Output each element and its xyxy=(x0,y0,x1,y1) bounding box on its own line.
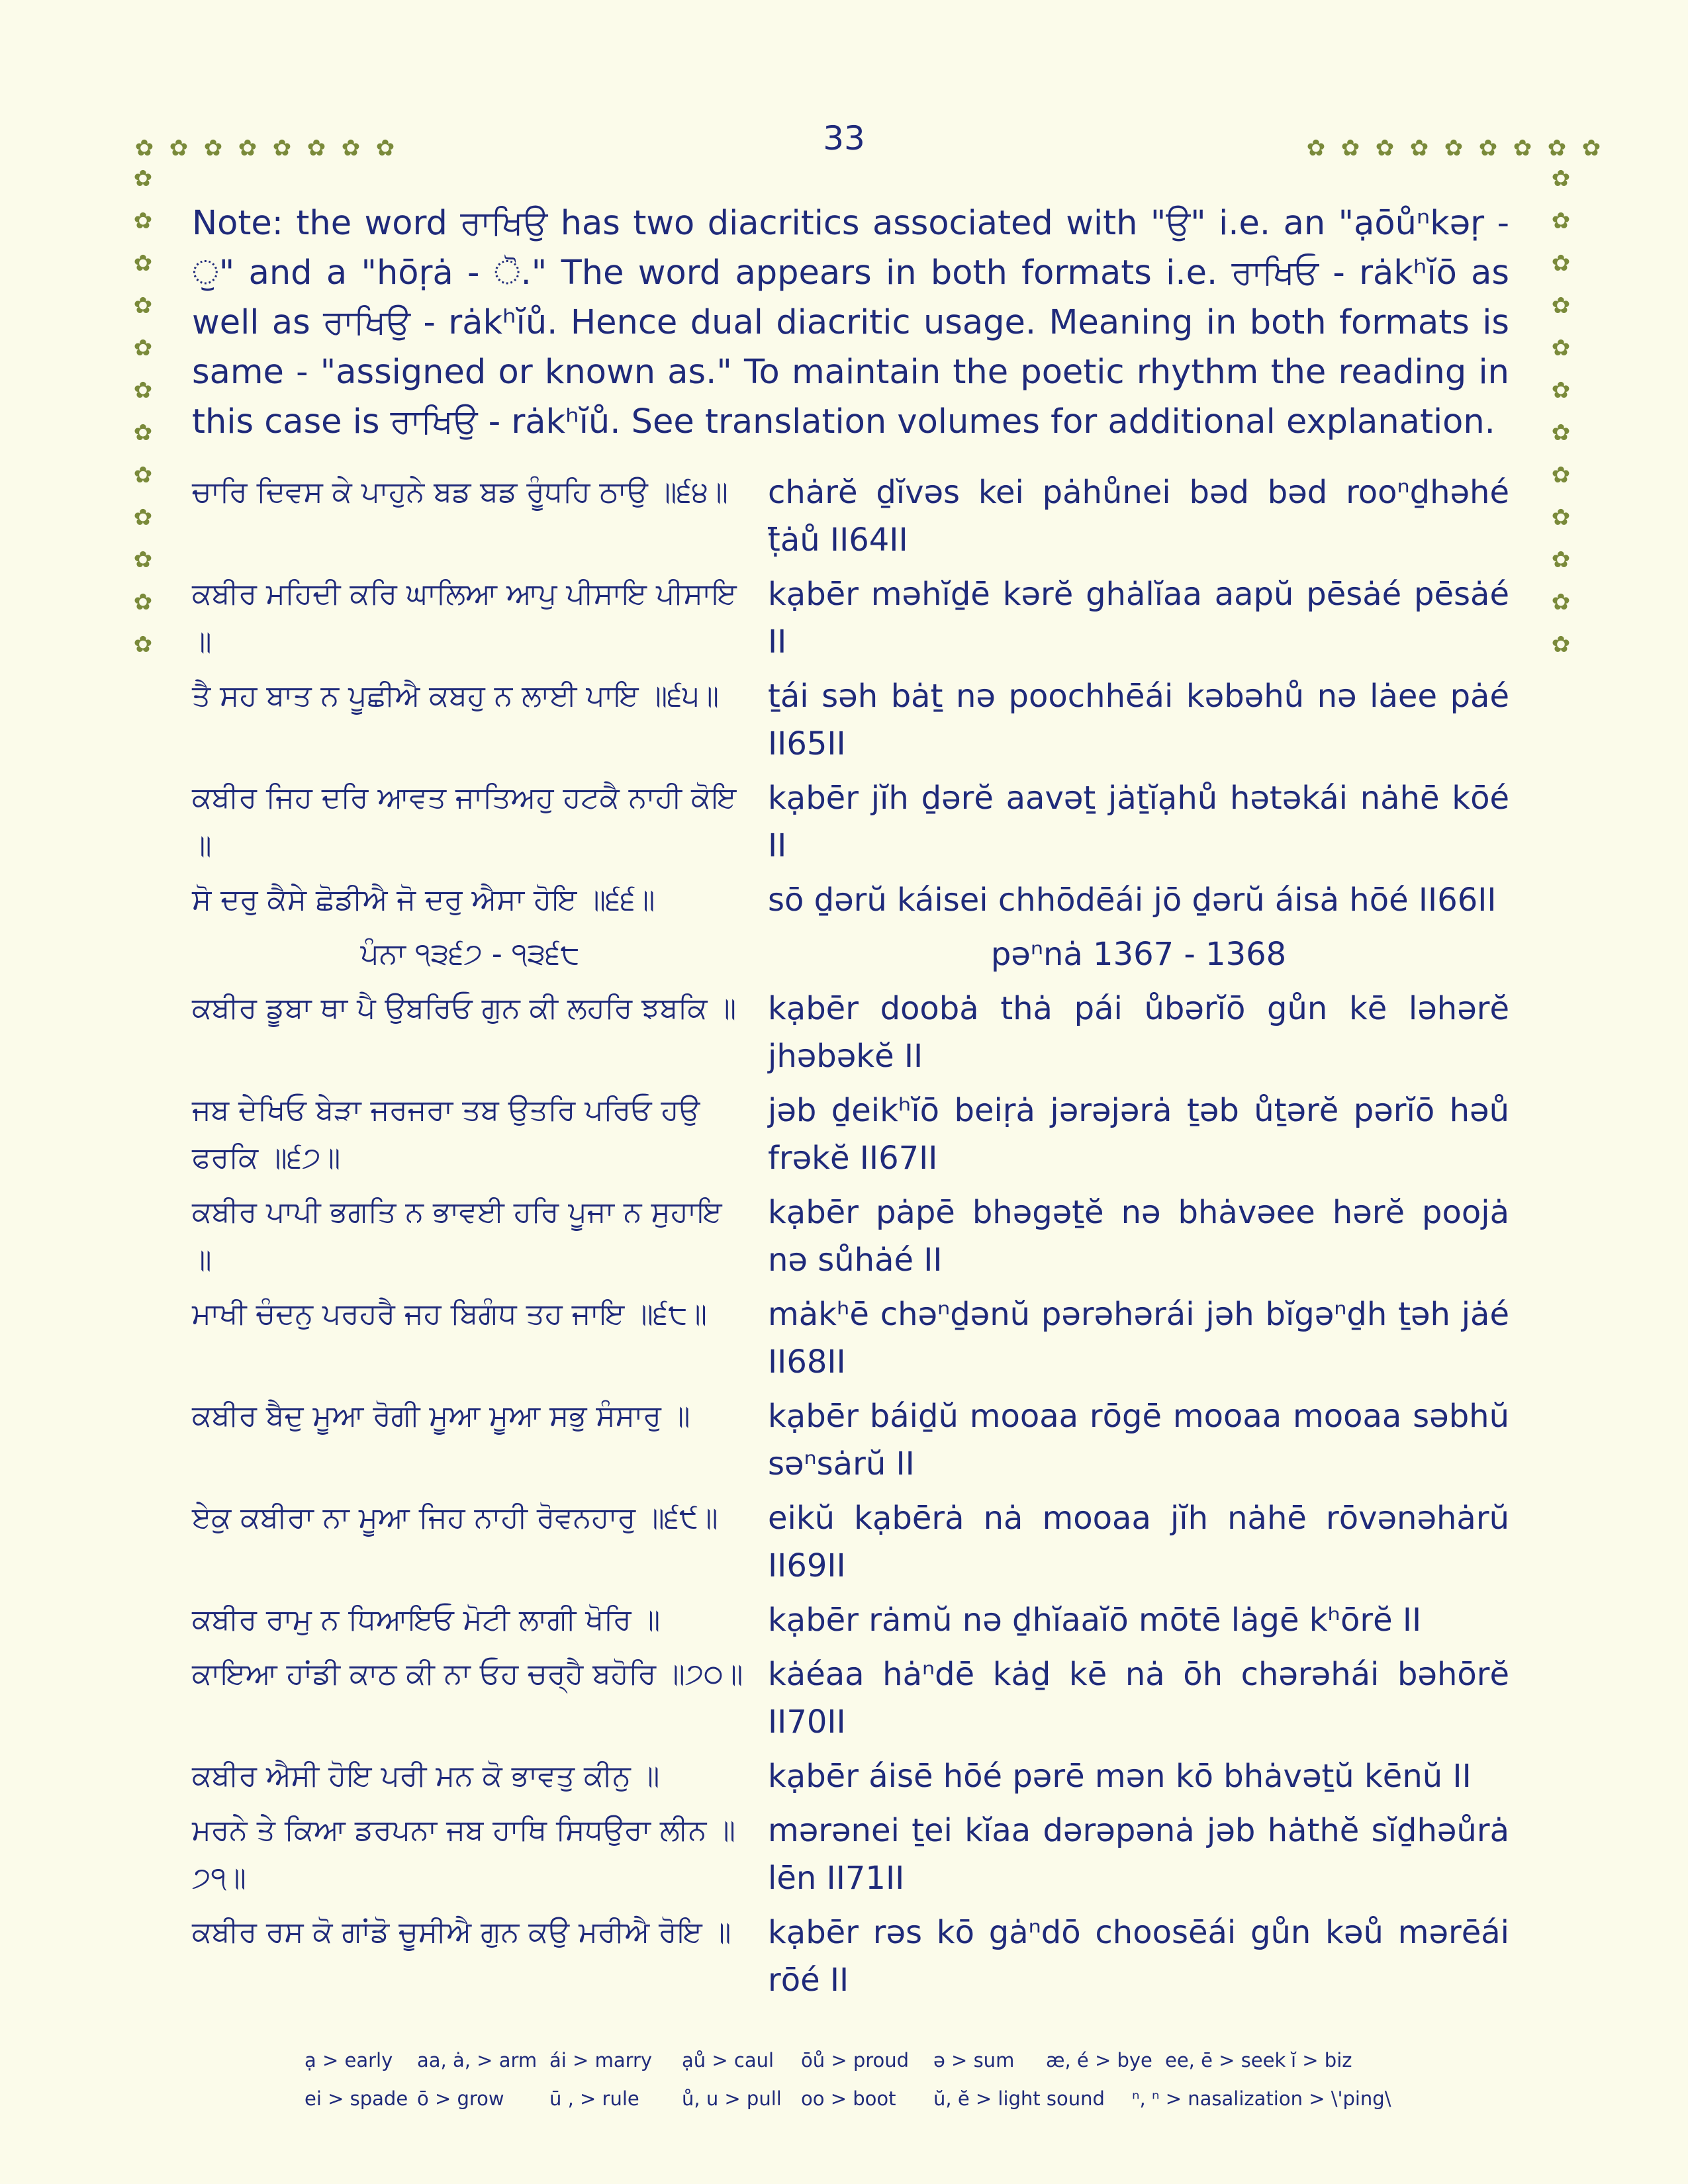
verse-row xyxy=(192,1392,1509,1488)
transliteration-text: chȧrĕ ḏĭvəs kei pȧhůnei bəd bəd rooⁿḏhəhé ṭ̄ȧů II64II xyxy=(768,474,1509,559)
transliteration-text: kạbēr pȧpē bhəgəṯĕ nə bhȧvəee hərĕ poojȧ nə sůhȧé II xyxy=(768,1194,1509,1279)
flower-ornament-icon: ✿ xyxy=(375,135,395,161)
flower-ornament-icon: ✿ xyxy=(133,165,153,192)
top-left-flower-border xyxy=(131,135,399,161)
transliteration-text: mȧkʰē chəⁿḏənŭ pərəhərái jəh bĭgəⁿḏh ṯəh jȧé II68II xyxy=(768,1296,1509,1381)
transliteration-text: kȧéaa hȧⁿdē kȧḏ kē nȧ ōh chərəhái bəhōrĕ II70II xyxy=(768,1656,1509,1741)
legend-row xyxy=(305,2079,1496,2118)
right-flower-border xyxy=(1548,165,1574,658)
flower-ornament-icon: ✿ xyxy=(133,504,153,531)
legend-item: ō > grow xyxy=(417,2087,504,2110)
flower-ornament-icon: ✿ xyxy=(1551,293,1571,319)
legend-item: ə > sum xyxy=(933,2049,1015,2071)
flower-ornament-icon: ✿ xyxy=(133,631,153,658)
transliteration-text: kạbēr báiḏŭ mooaa rōgē mooaa mooaa səbhŭ səⁿsȧrŭ II xyxy=(768,1398,1509,1482)
verse-row xyxy=(192,774,1509,870)
verse-table xyxy=(192,469,1509,2011)
flower-ornament-icon: ✿ xyxy=(341,135,361,161)
left-flower-border xyxy=(130,165,156,658)
flower-ornament-icon: ✿ xyxy=(203,135,223,161)
gurmukhi-text: ਕਬੀਰ ਪਾਪੀ ਭਗਤਿ ਨ ਭਾਵਈ ਹਰਿ ਪੂਜਾ ਨ ਸੁਹਾਇ ॥ xyxy=(192,1195,722,1277)
legend-item: ái > marry xyxy=(549,2049,653,2071)
verse-row xyxy=(192,1189,1509,1284)
verse-row xyxy=(192,1752,1509,1800)
legend-item: aa, ȧ, > arm xyxy=(417,2049,538,2071)
gurmukhi-text: ਕਬੀਰ ਐਸੀ ਹੋਇ ਪਰੀ ਮਨ ਕੋ ਭਾਵਤੁ ਕੀਨੁ ॥ xyxy=(192,1759,660,1793)
legend-item: ei > spade xyxy=(305,2087,408,2110)
top-right-flower-border xyxy=(1303,135,1605,161)
transliteration-text: jəb ḏeikʰĭō beiṛȧ jərəjərȧ ṯəb ůṯərĕ pərĭō həů frəkĕ II67II xyxy=(768,1092,1509,1177)
flower-ornament-icon: ✿ xyxy=(169,135,189,161)
flower-ornament-icon: ✿ xyxy=(133,250,153,277)
verse-row xyxy=(192,672,1509,768)
flower-ornament-icon: ✿ xyxy=(1547,135,1567,161)
gurmukhi-text: ਕਬੀਰ ਮਹਿਦੀ ਕਰਿ ਘਾਲਿਆ ਆਪੁ ਪੀਸਾਇ ਪੀਸਾਇ ॥ xyxy=(192,577,737,659)
flower-ornament-icon: ✿ xyxy=(1375,135,1395,161)
flower-ornament-icon: ✿ xyxy=(1551,547,1571,573)
gurmukhi-text: ਕਬੀਰ ਡੂਬਾ ਥਾ ਪੈ ਉਬਰਿਓ ਗੁਨ ਕੀ ਲਹਰਿ ਝਬਕਿ ॥ xyxy=(192,991,737,1025)
gurmukhi-text: ਏਕੁ ਕਬੀਰਾ ਨਾ ਮੂਆ ਜਿਹ ਨਾਹੀ ਰੋਵਨਹਾਰੁ ॥੬੯॥ xyxy=(192,1501,718,1535)
flower-ornament-icon: ✿ xyxy=(1551,420,1571,446)
flower-ornament-icon: ✿ xyxy=(133,589,153,615)
flower-ornament-icon: ✿ xyxy=(133,293,153,319)
flower-ornament-icon: ✿ xyxy=(1340,135,1360,161)
verse-row xyxy=(192,1087,1509,1182)
flower-ornament-icon: ✿ xyxy=(1551,250,1571,277)
gurmukhi-text: ਕਬੀਰ ਜਿਹ ਦਰਿ ਆਵਤ ਜਾਤਿਅਹੁ ਹਟਕੈ ਨਾਹੀ ਕੋਇ ॥ xyxy=(192,781,737,862)
flower-ornament-icon: ✿ xyxy=(133,377,153,404)
verse-row xyxy=(192,1596,1509,1644)
legend-item: ōů > proud xyxy=(801,2049,910,2071)
legend-item: ee, ē > seek xyxy=(1165,2049,1286,2071)
flower-ornament-icon: ✿ xyxy=(133,208,153,234)
flower-ornament-icon: ✿ xyxy=(1551,377,1571,404)
flower-ornament-icon: ✿ xyxy=(1551,165,1571,192)
transliteration-text: eikŭ kạbērȧ nȧ mooaa jĭh nȧhē rōvənəhȧrŭ II69II xyxy=(768,1500,1509,1584)
flower-ornament-icon: ✿ xyxy=(1306,135,1326,161)
flower-ornament-icon: ✿ xyxy=(1551,589,1571,615)
gurmukhi-text: ਪੰਨਾ ੧੩੬੭ - ੧੩੬੮ xyxy=(360,937,580,971)
verse-row xyxy=(192,469,1509,564)
legend-item: oo > boot xyxy=(801,2087,896,2110)
gurmukhi-text: ਕਬੀਰ ਰਸ ਕੋ ਗਾਂਡੋ ਚੂਸੀਐ ਗੁਨ ਕਉ ਮਰੀਐ ਰੋਇ ॥ xyxy=(192,1915,731,1949)
gurmukhi-text: ਮਰਨੇ ਤੇ ਕਿਆ ਡਰਪਨਾ ਜਬ ਹਾਥਿ ਸਿਧਉਰਾ ਲੀਨ ॥੭੧॥ xyxy=(192,1813,736,1895)
pronunciation-legend xyxy=(305,2041,1496,2118)
transliteration-text: sō ḏərŭ káisei chhōdēái jō ḏərŭ áisȧ hōé II66II xyxy=(768,882,1497,919)
gurmukhi-text: ਜਬ ਦੇਖਿਓ ਬੇੜਾ ਜਰਜਰਾ ਤਬ ਉਤਰਿ ਪਰਿਓ ਹਉ ਫਰਕਿ ॥੬੭॥ xyxy=(192,1093,700,1175)
verse-row xyxy=(192,1807,1509,1902)
legend-item: ŭ, ĕ > light sound xyxy=(933,2087,1105,2110)
legend-item: ĭ > biz xyxy=(1291,2049,1352,2071)
gurmukhi-text: ਕਬੀਰ ਬੈਦੁ ਮੂਆ ਰੋਗੀ ਮੂਆ ਮੂਆ ਸਭੁ ਸੰਸਾਰੁ ॥ xyxy=(192,1399,690,1433)
flower-ornament-icon: ✿ xyxy=(134,135,154,161)
flower-ornament-icon: ✿ xyxy=(1551,208,1571,234)
flower-ornament-icon: ✿ xyxy=(133,335,153,361)
transliteration-text: kạbēr məhĭḏē kərĕ ghȧlĭaa aapŭ pēsȧé pēsȧé II xyxy=(768,576,1509,660)
gurmukhi-text: ਮਾਖੀ ਚੰਦਨੁ ਪਰਹਰੈ ਜਹ ਬਿਗੰਧ ਤਹ ਜਾਇ ॥੬੮॥ xyxy=(192,1297,708,1331)
verse-row xyxy=(192,1291,1509,1386)
transliteration-text: kạbēr rȧmŭ nə ḏhĭaaĭō mōtē lȧgē kʰōrĕ II xyxy=(768,1602,1422,1639)
flower-ornament-icon: ✿ xyxy=(1551,504,1571,531)
gurmukhi-text: ਚਾਰਿ ਦਿਵਸ ਕੇ ਪਾਹੁਨੇ ਬਡ ਬਡ ਰੂੰਧਹਿ ਠਾਉ ॥੬੪॥ xyxy=(192,475,728,509)
flower-ornament-icon: ✿ xyxy=(1551,631,1571,658)
flower-ornament-icon: ✿ xyxy=(1409,135,1429,161)
legend-row xyxy=(305,2041,1496,2079)
flower-ornament-icon: ✿ xyxy=(1513,135,1532,161)
legend-item: ⁿ, ⁿ > nasalization > \'ping\ xyxy=(1132,2087,1391,2110)
gurmukhi-text: ਸੋ ਦਰੁ ਕੈਸੇ ਛੋਡੀਐ ਜੋ ਦਰੁ ਐਸਾ ਹੋਇ ॥੬੬॥ xyxy=(192,883,655,917)
gurmukhi-text: ਤੈ ਸਹ ਬਾਤ ਨ ਪੂਛੀਐ ਕਬਹੁ ਨ ਲਾਈ ਪਾਇ ॥੬੫॥ xyxy=(192,679,720,713)
transliteration-text: mərənei ṯei kĭaa dərəpənȧ jəb hȧthĕ sĭḏhəůrȧ lēn II71II xyxy=(768,1812,1509,1897)
flower-ornament-icon: ✿ xyxy=(1551,462,1571,488)
legend-item: ū , > rule xyxy=(549,2087,639,2110)
flower-ornament-icon: ✿ xyxy=(272,135,292,161)
flower-ornament-icon: ✿ xyxy=(133,547,153,573)
flower-ornament-icon: ✿ xyxy=(1444,135,1464,161)
page-range-row xyxy=(192,931,1509,978)
verse-row xyxy=(192,570,1509,666)
gurmukhi-text: ਕਬੀਰ ਰਾਮੁ ਨ ਧਿਆਇਓ ਮੋਟੀ ਲਾਗੀ ਖੋਰਿ ॥ xyxy=(192,1603,661,1637)
gurmukhi-text: ਕਾਇਆ ਹਾਂਡੀ ਕਾਠ ਕੀ ਨਾ ਓਹ ਚਰ੍ਹੈ ਬਹੋਰਿ ॥੭੦॥ xyxy=(192,1657,743,1691)
transliteration-text: kạbēr jĭh ḏərĕ aavəṯ jȧṯĭạhů hətəkái nȧhē kōé II xyxy=(768,780,1509,864)
flower-ornament-icon: ✿ xyxy=(133,462,153,488)
transliteration-text: kạbēr doobȧ thȧ pái ůbərĭō gůn kē ləhərĕ jhəbəkĕ II xyxy=(768,990,1509,1075)
flower-ornament-icon: ✿ xyxy=(1478,135,1498,161)
verse-row xyxy=(192,985,1509,1080)
flower-ornament-icon: ✿ xyxy=(306,135,326,161)
verse-row xyxy=(192,1494,1509,1590)
transliteration-text: kạbēr rəs kō gȧⁿdō choosēái gůn kəů mərēái rōé II xyxy=(768,1914,1509,1999)
transliteration-text: pəⁿnȧ 1367 - 1368 xyxy=(990,936,1287,973)
flower-ornament-icon: ✿ xyxy=(238,135,258,161)
verse-row xyxy=(192,876,1509,924)
flower-ornament-icon: ✿ xyxy=(1581,135,1601,161)
legend-item: ạ > early xyxy=(305,2049,393,2071)
legend-item: ạů > caul xyxy=(682,2049,774,2071)
note-paragraph: Note: the word ਰਾਖਿਉ has two diacritics associated with "ਉ" i.e. an "ạōůⁿkəṛ - ੁ" and a "hōṛȧ - ੋ." The word appears in both formats i.e. ਰਾਖਿਓ - rȧkʰĭō as well as ਰਾਖਿਉ - rȧkʰĭů. Hence dual diacritic usage. Meaning in both formats is same - "assigned or known as." To maintain the poetic rhythm the reading in this case is ਰਾਖਿਉ - rȧkʰĭů. See translation volumes for additional explanation. xyxy=(192,204,1509,441)
verse-row xyxy=(192,1651,1509,1746)
legend-item: ů, u > pull xyxy=(682,2087,782,2110)
page-number: 33 xyxy=(823,119,865,158)
flower-ornament-icon: ✿ xyxy=(1551,335,1571,361)
legend-item: æ, é > bye xyxy=(1046,2049,1152,2071)
verse-row xyxy=(192,1909,1509,2004)
transliteration-text: ṯái səh bȧṯ nə poochhēái kəbəhů nə lȧee pȧé II65II xyxy=(768,678,1509,762)
transliteration-text: kạbēr áisē hōé pərē mən kō bhȧvəṯŭ kēnŭ II xyxy=(768,1758,1472,1795)
flower-ornament-icon: ✿ xyxy=(133,420,153,446)
